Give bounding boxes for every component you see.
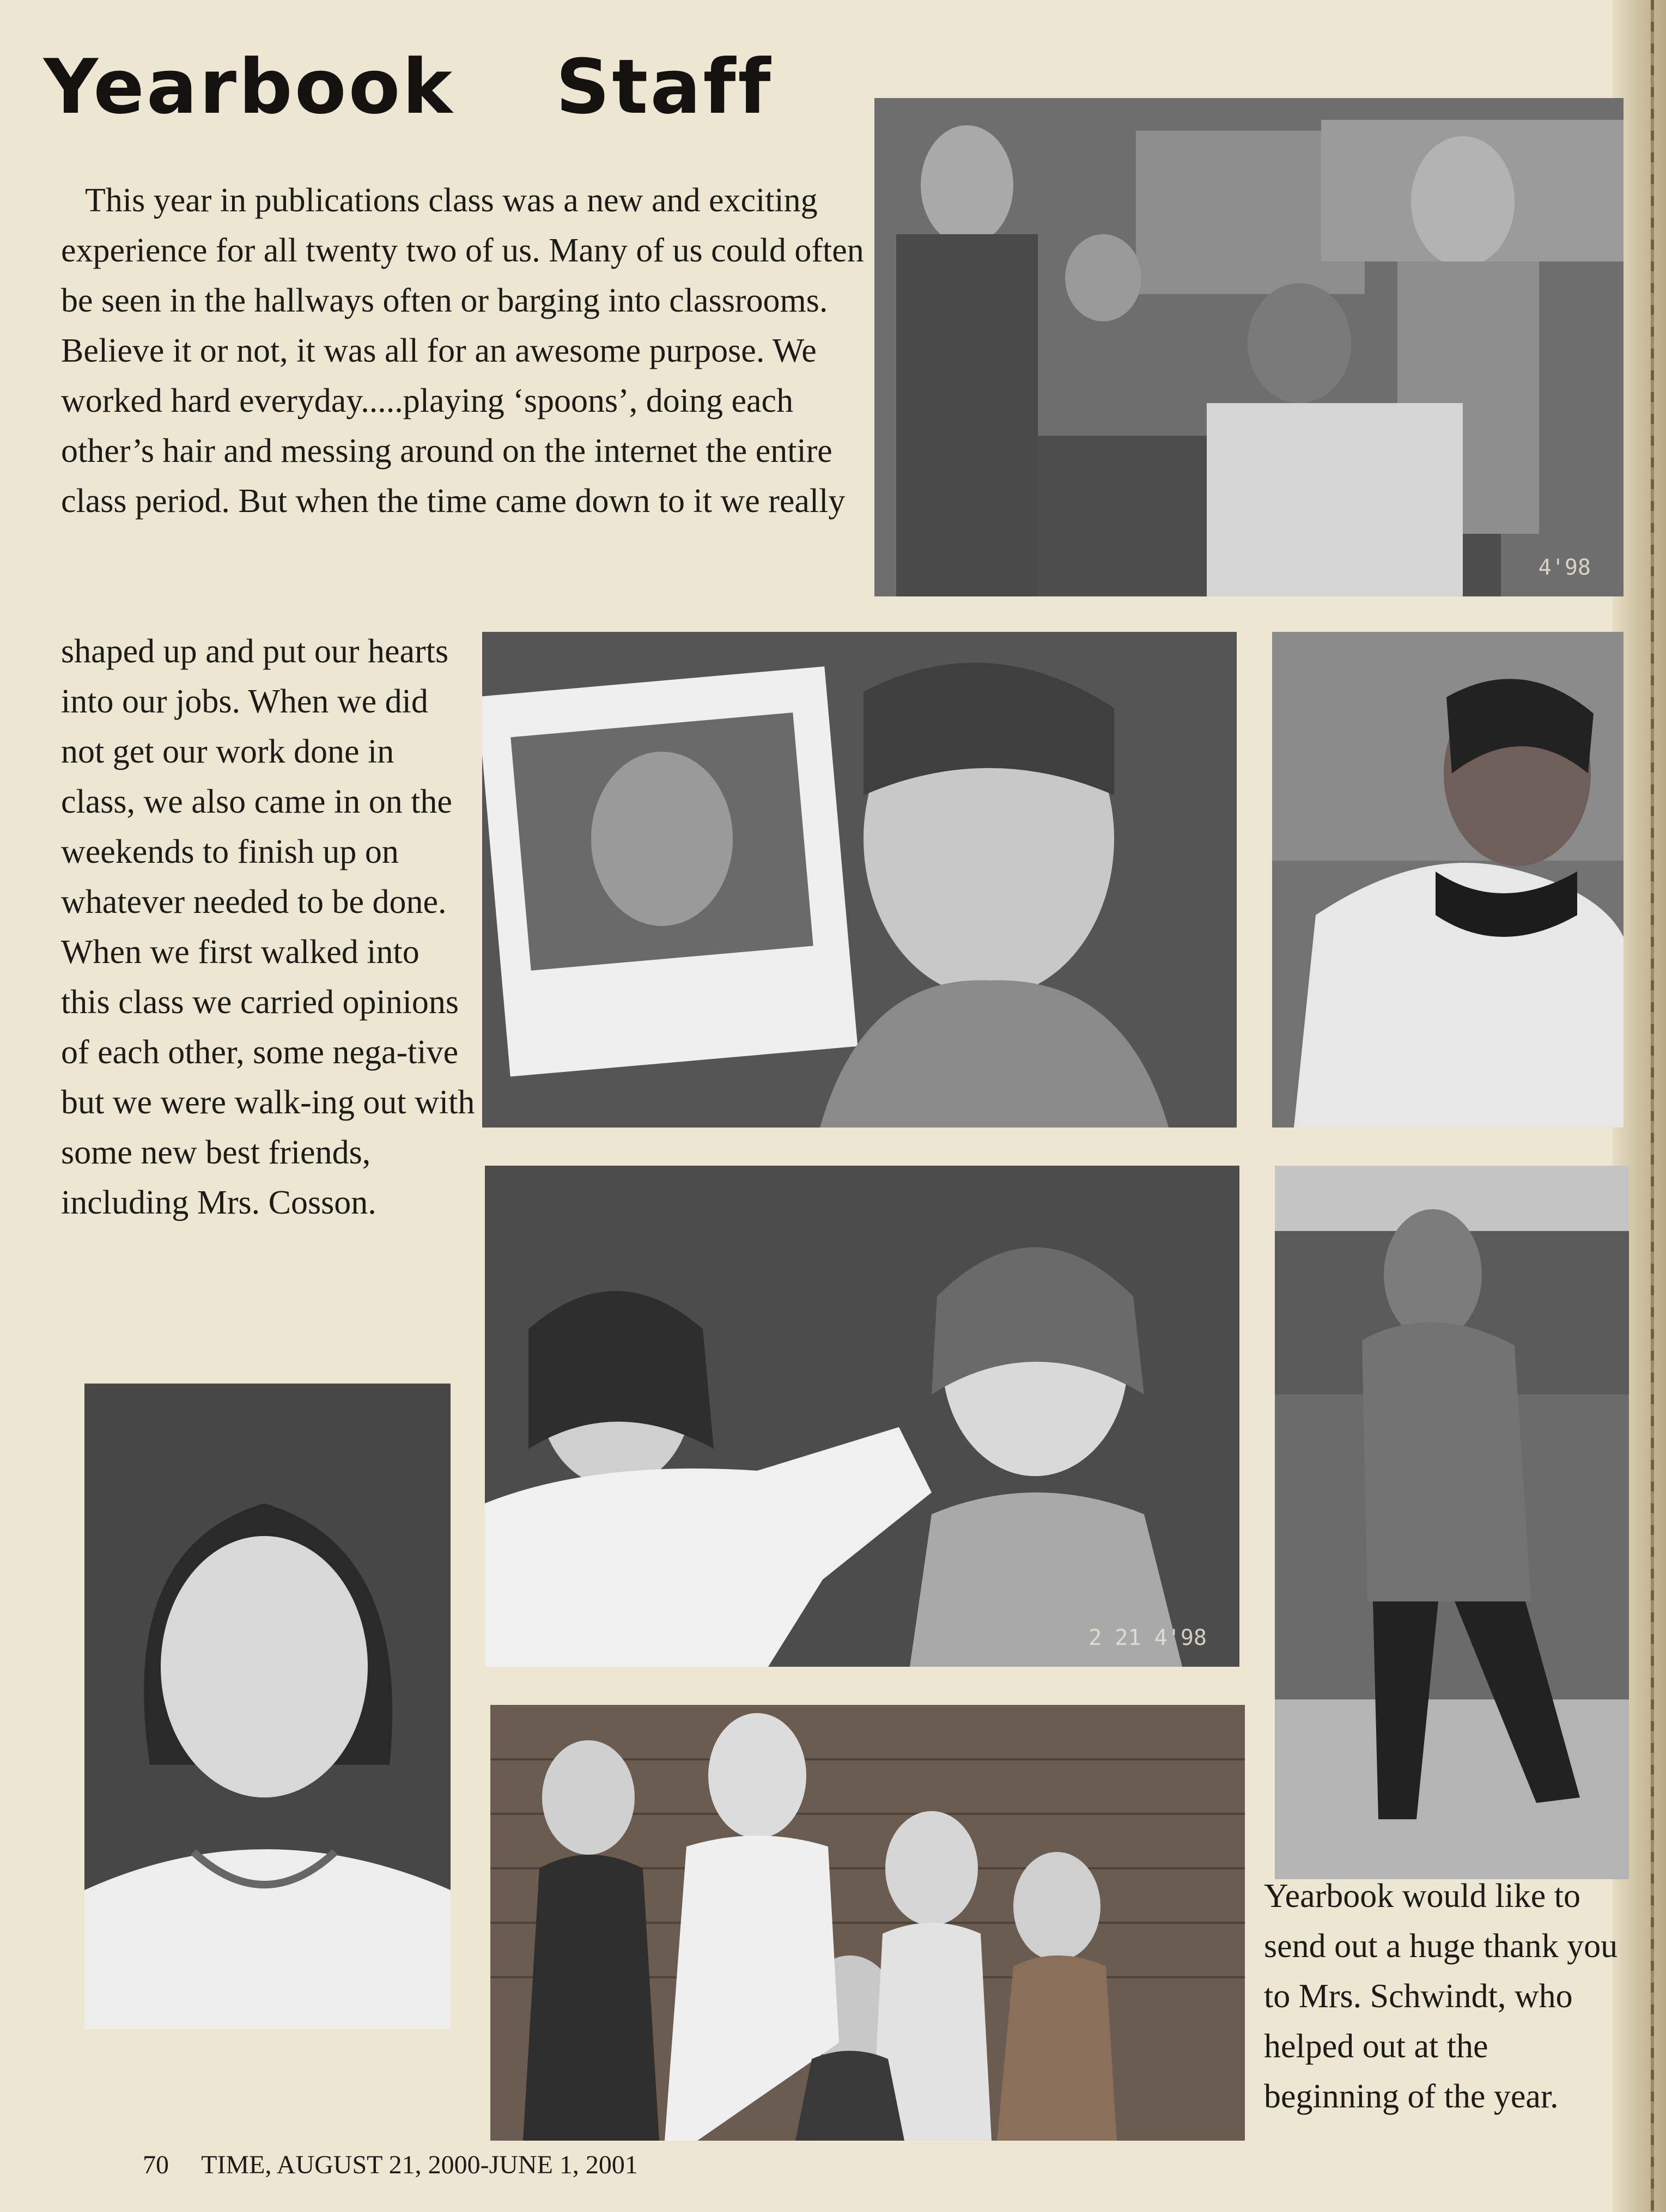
photo-girl-portrait [84, 1384, 451, 2029]
page-title-staff: Staff [556, 43, 773, 131]
photo-girl-holding-picture [482, 632, 1237, 1128]
binding-edge [1651, 0, 1654, 2212]
photo-date-stamp: 2 21 4'98 [1089, 1625, 1207, 1650]
photo-group-friends [490, 1705, 1245, 2141]
page-number: 70 [143, 2150, 169, 2179]
page-title-yearbook: Yearbook [44, 43, 455, 131]
photo-person-hoodie-walking [1275, 1166, 1629, 1879]
thanks-caption: Yearbook would like to send out a huge thank you to Mrs. Schwindt, who helped out at the beginning of the year. [1264, 1878, 1618, 2115]
photo-girl-white-jacket [1272, 632, 1624, 1128]
page-footer [143, 2146, 638, 2184]
article-column: shaped up and put our hearts into our jobs. When we did not get our work done in class, we also came in on the weekends to finish up on whatever needed to be done. When we first walked into this class we carried opinions of each other, some nega-tive but we were walk-ing out with some new best friends, including Mrs. Cosson. [61, 633, 475, 1221]
footer-caption: TIME, AUGUST 21, 2000-JUNE 1, 2001 [201, 2150, 638, 2179]
photo-date-stamp: 4'98 [1538, 555, 1591, 580]
article-intro: This year in publications class was a new and exciting experience for all twenty two of us. Many of us could often be seen in the hallways often or barging into classrooms. Believe it or not, it was all for an awesome purpose. We worked hard everyday.....playing ‘spoons’, doing each other’s hair and messing around on the internet the entire class period. But when the time came down to it we really [61, 182, 864, 520]
photo-two-girls-smiling [485, 1166, 1239, 1667]
photo-classroom-work [874, 98, 1624, 596]
